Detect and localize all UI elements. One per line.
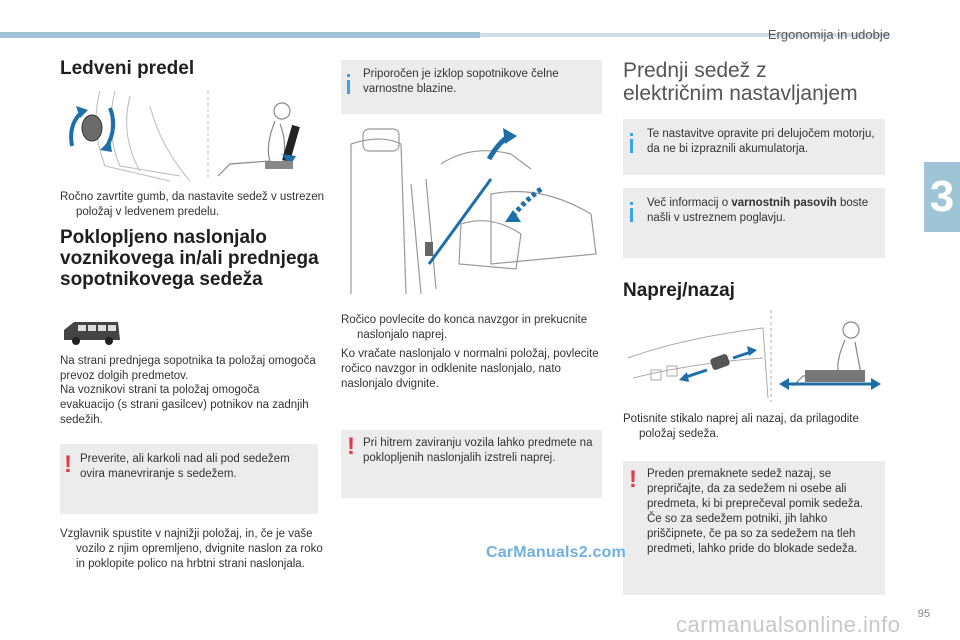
seat-switch-illustration (623, 308, 885, 404)
lumbar-heading: Ledveni predel (60, 58, 195, 79)
headrest-instruction-text: Vzglavnik spustite v najnižji položaj, in, če je vaše vozilo z njim opremljeno, dvignite naslon za roko in poklopite polico na hrbtni strani naslonjala. (60, 528, 323, 570)
lumbar-instruction (60, 190, 332, 220)
page-number: 95 (917, 608, 930, 620)
electric-seat-heading-line-2: električnim nastavljanjem (623, 82, 858, 105)
folding-seat-illustration (341, 124, 603, 306)
chapter-number-tab: 3 (924, 162, 960, 232)
van-icon (62, 318, 122, 346)
switch-instruction (623, 412, 897, 442)
warning-text: Preverite, ali karkoli nad ali pod sedežem ovira manevriranje s sedežem. (80, 453, 290, 480)
watermark-carmanuals2: CarManuals2.com (486, 544, 626, 561)
info-text: Te nastavitve opravite pri delujočem motorju, da ne bi izpraznili akumulatorja. (647, 128, 875, 155)
warning-box-braking (341, 430, 602, 498)
warning-text: Preden premaknete sedež nazaj, se prepričajte, da za sedežem ni osebe ali predmeta, ki bi preprečeval pomik sedeža. Če so za sedežem potniki, jih lahko priščipnete, če pa so za sedežem na tleh predmeti, lahko pride do blokade sedeža. (647, 468, 864, 555)
lever-instruction (341, 313, 615, 343)
switch-instruction-text: Potisnite stikalo naprej ali nazaj, da prilagodite položaj sedeža. (623, 413, 859, 440)
headrest-instruction (60, 527, 332, 572)
info-text-pre: Več informacij o (647, 197, 732, 209)
info-icon (630, 208, 633, 222)
warning-icon: ! (64, 451, 72, 478)
info-box-seatbelts (623, 188, 885, 258)
info-box-airbag (341, 60, 602, 114)
return-backrest-text: Ko vračate naslonjalo v normalni položaj, povlecite ročico navzgor in odklenite naslonjalo, nato naslonjalo dvignite. (341, 348, 599, 390)
info-icon (630, 139, 633, 153)
chapter-title: Ergonomija in udobje (767, 27, 890, 42)
folded-passenger-text: Na strani prednjega sopotnika ta položaj omogoča prevoz dolgih predmetov. (60, 355, 316, 382)
info-text (647, 196, 877, 226)
warning-text: Pri hitrem zaviranju vozila lahko predmete na poklopljenih naslonjalih izstreli naprej. (363, 437, 593, 464)
info-text: Priporočen je izklop sopotnikove čelne varnostne blazine. (363, 68, 559, 95)
warning-box-move-back (623, 461, 885, 595)
header-rule-accent (0, 32, 480, 38)
forward-backward-heading: Naprej/nazaj (623, 280, 735, 301)
folded-driver-text: Na voznikovi strani ta položaj omogoča evakuacijo (s strani gasilcev) potnikov na zadnjih sedežih. (60, 384, 309, 426)
warning-box-obstacles (60, 444, 318, 514)
lever-instruction-text: Ročico povlecite do konca navzgor in prekucnite naslonjalo naprej. (341, 314, 588, 341)
watermark-carmanualsonline: carmanualsonline.info (676, 612, 901, 637)
folded-backrest-heading: Pokloplјeno naslonjalo voznikovega in/ali prednjega sopotnikovega sedeža (60, 227, 319, 290)
lumbar-instruction-text: Ročno zavrtite gumb, da nastavite sedež v ustrezen položaj v ledvenem predelu. (60, 191, 325, 218)
lumbar-illustration (60, 86, 310, 186)
warning-icon: ! (629, 466, 637, 493)
info-box-engine (623, 119, 885, 175)
seatbelts-link-text: varnostnih pasovih (731, 197, 837, 209)
info-icon (347, 80, 350, 94)
info-text-post: boste našli v ustreznem poglavju. (647, 197, 869, 224)
electric-seat-heading-line-1: Prednji sedež z (623, 59, 767, 82)
warning-icon: ! (347, 433, 355, 460)
